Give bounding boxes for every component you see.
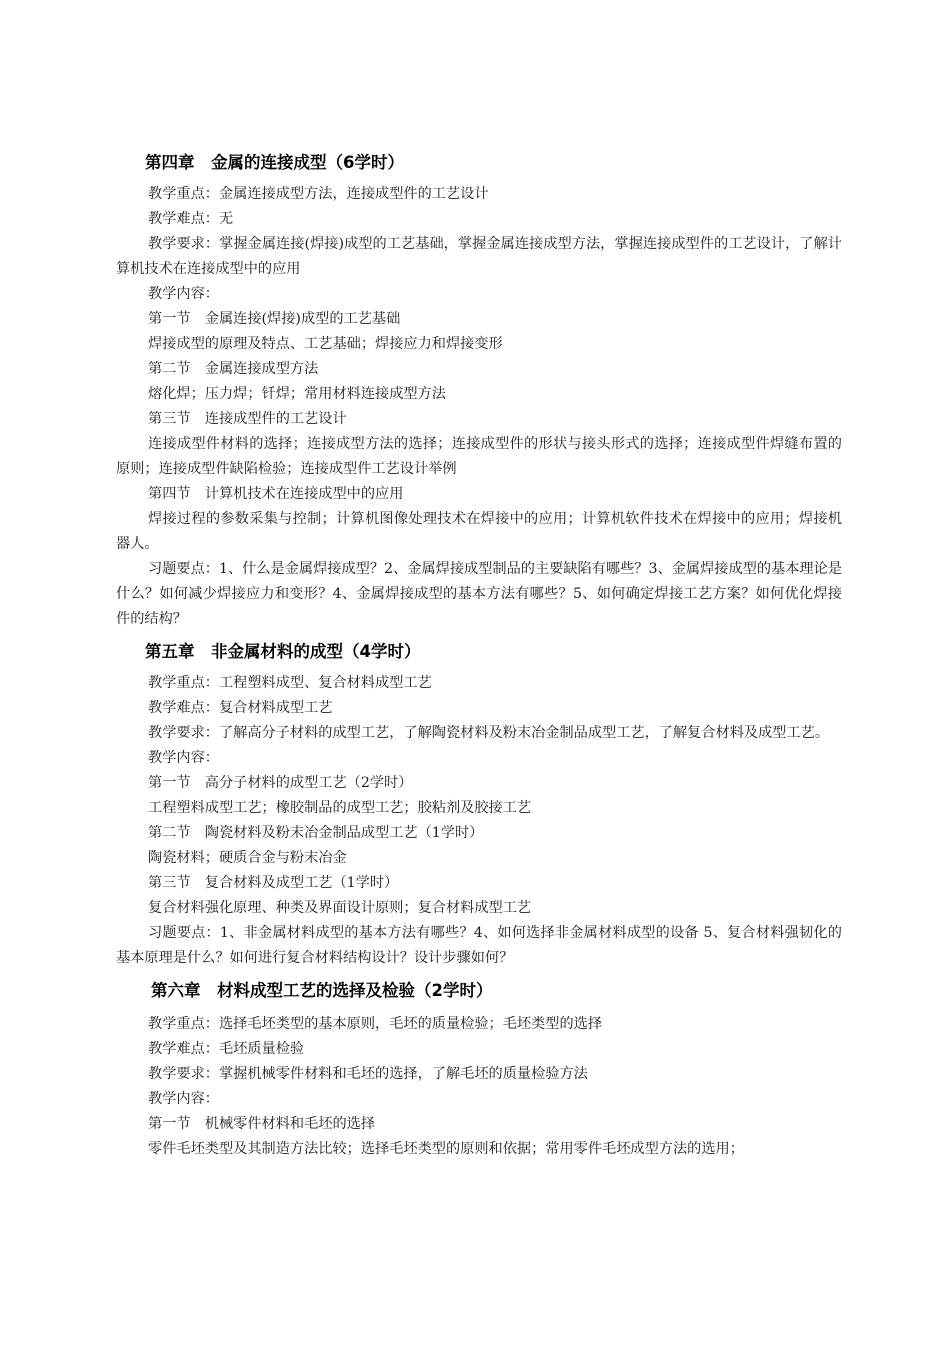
paragraph: 教学要求：掌握机械零件材料和毛坯的选择，了解毛坯的质量检验方法	[148, 1066, 588, 1082]
paragraph: 教学难点：毛坯质量检验	[148, 1041, 305, 1057]
paragraph: 零件毛坯类型及其制造方法比较；选择毛坯类型的原则和依据；常用零件毛坯成型方法的选用；	[148, 1141, 744, 1157]
page-content	[116, 150, 842, 1162]
paragraph: 教学难点：复合材料成型工艺	[148, 700, 333, 716]
exercise-points: 习题要点：1、非金属材料成型的基本方法有哪些？4、如何选择非金属材料成型的设备 5、复合材料强韧化的基本原理是什么？如何进行复合材料结构设计？设计步骤如何？	[116, 925, 842, 966]
paragraph: 教学要求：了解高分子材料的成型工艺，了解陶瓷材料及粉末冶金制品成型工艺，了解复合材料及成型工艺。	[148, 725, 830, 741]
paragraph: 连接成型件材料的选择；连接成型方法的选择；连接成型件的形状与接头形式的选择；连接成型件焊缝布置的原则；连接成型件缺陷检验；连接成型件工艺设计举例	[116, 436, 842, 477]
section-heading: 第二节 陶瓷材料及粉末冶金制品成型工艺（1学时）	[148, 825, 484, 841]
paragraph: 教学内容：	[148, 286, 219, 302]
paragraph: 陶瓷材料；硬质合金与粉末冶金	[148, 850, 347, 866]
paragraph: 熔化焊；压力焊；钎焊；常用材料连接成型方法	[148, 386, 446, 402]
paragraph: 教学内容：	[148, 1091, 219, 1107]
paragraph: 教学内容：	[148, 750, 219, 766]
paragraph: 教学重点：金属连接成型方法，连接成型件的工艺设计	[148, 186, 489, 202]
chapter-4-body	[116, 182, 842, 632]
paragraph: 焊接过程的参数采集与控制；计算机图像处理技术在焊接中的应用；计算机软件技术在焊接中的应用；焊接机器人。	[116, 511, 842, 552]
section-heading: 第二节 金属连接成型方法	[148, 361, 319, 377]
paragraph: 教学重点：工程塑料成型、复合材料成型工艺	[148, 675, 432, 691]
paragraph: 教学重点：选择毛坯类型的基本原则，毛坯的质量检验；毛坯类型的选择	[148, 1016, 603, 1032]
section-heading: 第三节 复合材料及成型工艺（1学时）	[148, 875, 399, 891]
chapter-5-heading: 第五章 非金属材料的成型（4学时）	[145, 642, 421, 661]
chapter-6-heading: 第六章 材料成型工艺的选择及检验（2学时）	[151, 981, 493, 1000]
paragraph: 教学要求：掌握金属连接(焊接)成型的工艺基础，掌握金属连接成型方法，掌握连接成型件的工艺设计，了解计算机技术在连接成型中的应用	[116, 236, 842, 277]
paragraph: 工程塑料成型工艺；橡胶制品的成型工艺；胶粘剂及胶接工艺	[148, 800, 532, 816]
paragraph: 焊接成型的原理及特点、工艺基础；焊接应力和焊接变形	[148, 336, 503, 352]
paragraph: 教学难点：无	[148, 211, 234, 227]
chapter-5-body	[116, 671, 842, 971]
chapter-4-heading: 第四章 金属的连接成型（6学时）	[145, 153, 404, 172]
section-heading: 第一节 金属连接(焊接)成型的工艺基础	[148, 311, 401, 327]
section-heading: 第一节 机械零件材料和毛坯的选择	[148, 1116, 376, 1132]
section-heading: 第四节 计算机技术在连接成型中的应用	[148, 486, 404, 502]
exercise-points: 习题要点：1、什么是金属焊接成型？2、金属焊接成型制品的主要缺陷有哪些？3、金属焊接成型的基本理论是什么？如何减少焊接应力和变形？4、金属焊接成型的基本方法有哪些？5、如何确定焊接工艺方案？如何优化焊接件的结构？	[116, 561, 842, 627]
section-heading: 第一节 高分子材料的成型工艺（2学时）	[148, 775, 413, 791]
chapter-6-body	[116, 1012, 842, 1162]
paragraph: 复合材料强化原理、种类及界面设计原则；复合材料成型工艺	[148, 900, 532, 916]
section-heading: 第三节 连接成型件的工艺设计	[148, 411, 347, 427]
